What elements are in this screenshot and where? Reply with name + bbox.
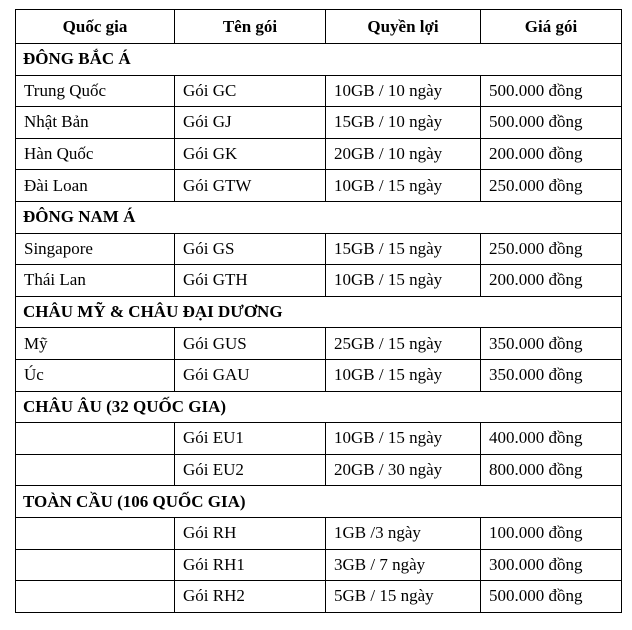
- package-cell: Gói GS: [175, 233, 326, 265]
- price-cell: 350.000 đồng: [481, 359, 622, 391]
- package-cell: Gói EU1: [175, 423, 326, 455]
- price-cell: 500.000 đồng: [481, 107, 622, 139]
- benefit-cell: 10GB / 15 ngày: [326, 265, 481, 297]
- package-cell: Gói GAU: [175, 359, 326, 391]
- price-cell: 500.000 đồng: [481, 75, 622, 107]
- table-row: [16, 454, 622, 486]
- country-cell: Hàn Quốc: [16, 138, 175, 170]
- table-row: [16, 138, 622, 170]
- price-cell: 200.000 đồng: [481, 138, 622, 170]
- package-cell: Gói GJ: [175, 107, 326, 139]
- table-row: [16, 233, 622, 265]
- benefit-cell: 15GB / 10 ngày: [326, 107, 481, 139]
- header-benefit: Quyền lợi: [326, 10, 481, 44]
- price-cell: 300.000 đồng: [481, 549, 622, 581]
- benefit-cell: 10GB / 15 ngày: [326, 170, 481, 202]
- benefit-cell: 20GB / 30 ngày: [326, 454, 481, 486]
- price-cell: 250.000 đồng: [481, 233, 622, 265]
- package-cell: Gói GTW: [175, 170, 326, 202]
- table-row: [16, 581, 622, 613]
- table-row: [16, 107, 622, 139]
- country-cell: Úc: [16, 359, 175, 391]
- country-cell: [16, 517, 175, 549]
- benefit-cell: 10GB / 15 ngày: [326, 359, 481, 391]
- price-cell: 250.000 đồng: [481, 170, 622, 202]
- benefit-cell: 20GB / 10 ngày: [326, 138, 481, 170]
- region-heading: ĐÔNG NAM Á: [16, 201, 622, 233]
- country-cell: Mỹ: [16, 328, 175, 360]
- region-row: [16, 486, 622, 518]
- price-cell: 100.000 đồng: [481, 517, 622, 549]
- table-row: [16, 359, 622, 391]
- package-cell: Gói GC: [175, 75, 326, 107]
- benefit-cell: 10GB / 15 ngày: [326, 423, 481, 455]
- region-heading: ĐÔNG BẮC Á: [16, 44, 622, 76]
- table-row: [16, 75, 622, 107]
- package-cell: Gói GUS: [175, 328, 326, 360]
- region-row: [16, 44, 622, 76]
- country-cell: Thái Lan: [16, 265, 175, 297]
- package-cell: Gói RH: [175, 517, 326, 549]
- country-cell: Trung Quốc: [16, 75, 175, 107]
- benefit-cell: 15GB / 15 ngày: [326, 233, 481, 265]
- country-cell: [16, 454, 175, 486]
- region-row: [16, 296, 622, 328]
- header-package: Tên gói: [175, 10, 326, 44]
- package-cell: Gói EU2: [175, 454, 326, 486]
- package-cell: Gói RH2: [175, 581, 326, 613]
- table-row: [16, 265, 622, 297]
- region-row: [16, 391, 622, 423]
- table-body: [16, 44, 622, 613]
- country-cell: Singapore: [16, 233, 175, 265]
- country-cell: [16, 423, 175, 455]
- package-cell: Gói GTH: [175, 265, 326, 297]
- country-cell: Đài Loan: [16, 170, 175, 202]
- region-heading: CHÂU ÂU (32 QUỐC GIA): [16, 391, 622, 423]
- table-row: [16, 549, 622, 581]
- price-cell: 400.000 đồng: [481, 423, 622, 455]
- benefit-cell: 5GB / 15 ngày: [326, 581, 481, 613]
- benefit-cell: 3GB / 7 ngày: [326, 549, 481, 581]
- benefit-cell: 1GB /3 ngày: [326, 517, 481, 549]
- package-cell: Gói RH1: [175, 549, 326, 581]
- benefit-cell: 10GB / 10 ngày: [326, 75, 481, 107]
- price-cell: 200.000 đồng: [481, 265, 622, 297]
- country-cell: Nhật Bản: [16, 107, 175, 139]
- header-country: Quốc gia: [16, 10, 175, 44]
- roaming-package-table: [15, 9, 622, 613]
- region-heading: CHÂU MỸ & CHÂU ĐẠI DƯƠNG: [16, 296, 622, 328]
- price-cell: 350.000 đồng: [481, 328, 622, 360]
- benefit-cell: 25GB / 15 ngày: [326, 328, 481, 360]
- table-row: [16, 517, 622, 549]
- header-price: Giá gói: [481, 10, 622, 44]
- country-cell: [16, 581, 175, 613]
- package-cell: Gói GK: [175, 138, 326, 170]
- price-cell: 800.000 đồng: [481, 454, 622, 486]
- country-cell: [16, 549, 175, 581]
- region-heading: TOÀN CẦU (106 QUỐC GIA): [16, 486, 622, 518]
- table-row: [16, 423, 622, 455]
- price-cell: 500.000 đồng: [481, 581, 622, 613]
- table-row: [16, 328, 622, 360]
- table-row: [16, 170, 622, 202]
- region-row: [16, 201, 622, 233]
- header-row: [16, 10, 622, 44]
